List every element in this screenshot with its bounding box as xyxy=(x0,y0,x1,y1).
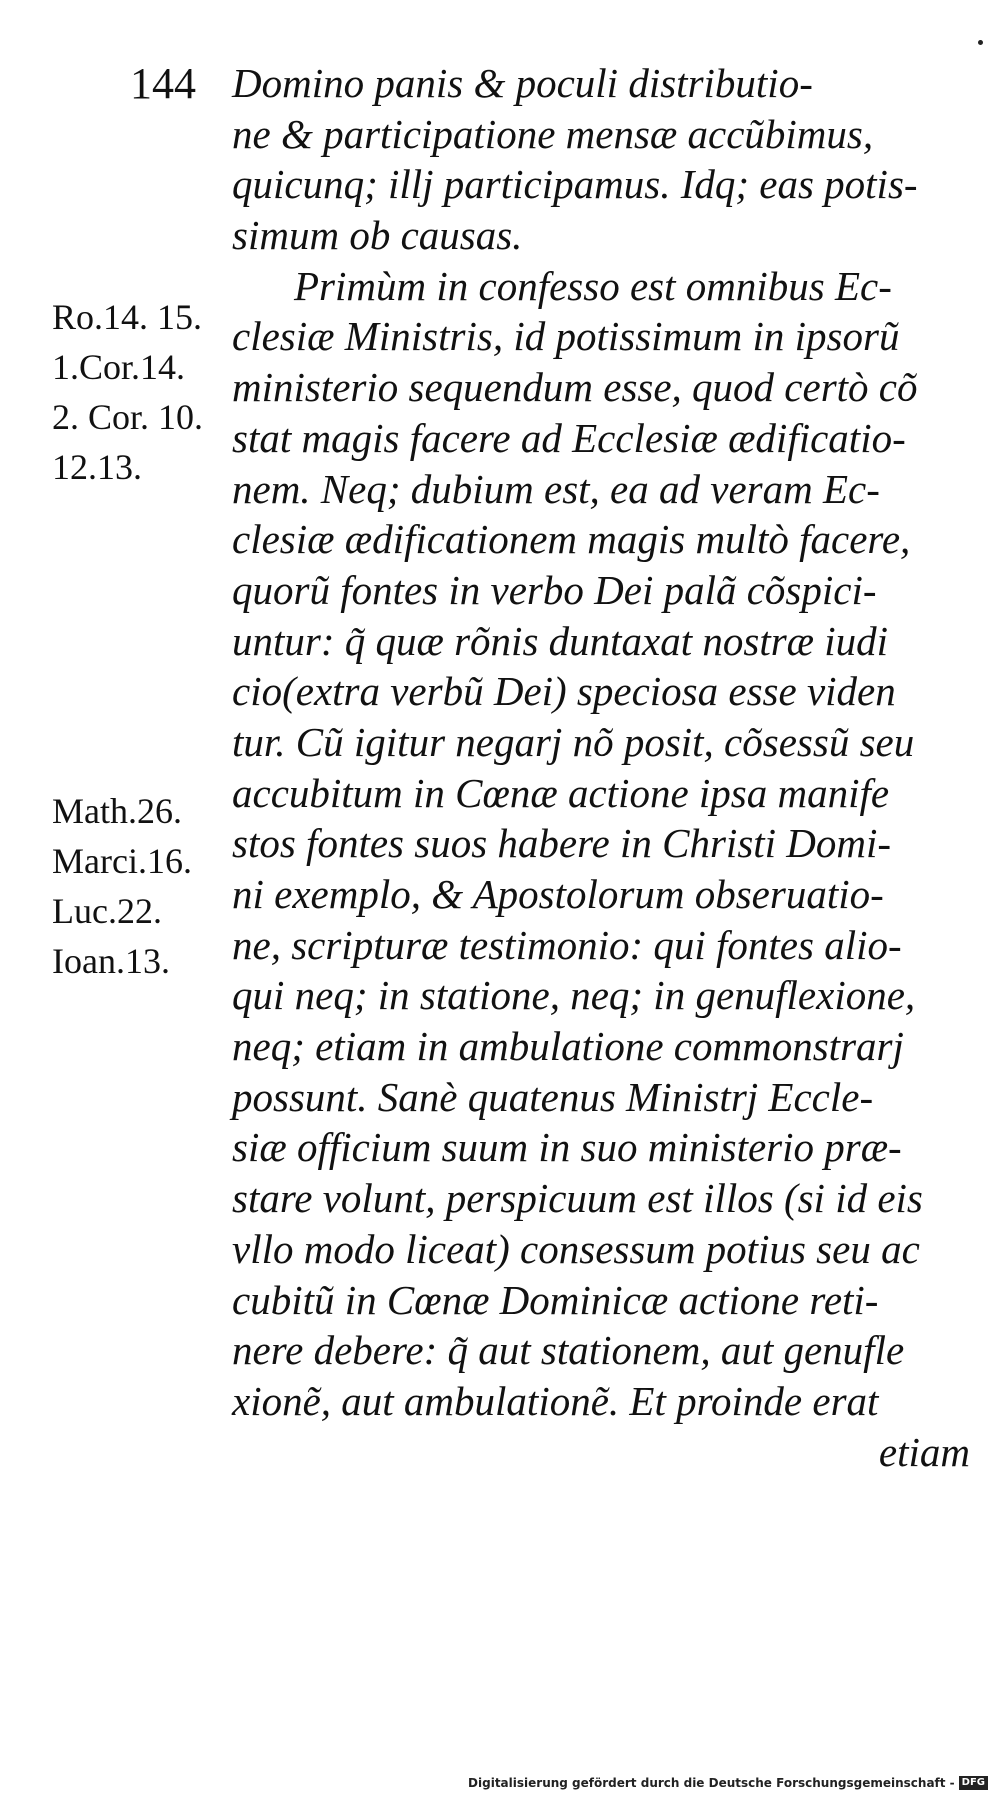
text-line: cubitũ in Cœnæ Dominicæ actione reti- xyxy=(232,1276,879,1323)
text-line: vllo modo liceat) consessum potius seu ac xyxy=(232,1225,920,1272)
margin-references-top xyxy=(52,292,227,492)
text-line: simum ob causas. xyxy=(232,212,523,259)
text-line: xionẽ, aut ambulationẽ. Et proinde erat xyxy=(232,1377,879,1424)
text-line: qui neq; in statione, neq; in genuflexione, xyxy=(232,972,916,1019)
text-line: possunt. Sanè quatenus Ministrj Eccle- xyxy=(232,1073,874,1120)
text-line: tur. Cũ igitur negarj nõ posit, cõsessũ seu xyxy=(232,718,915,765)
text-line: ne & participatione mensæ accũbimus, xyxy=(232,110,874,157)
text-line: quorũ fontes in verbo Dei palã cõspici- xyxy=(232,566,877,613)
margin-references-bottom xyxy=(52,786,227,986)
margin-note: Ro.14. 15. xyxy=(52,297,203,337)
page-number: 144 xyxy=(130,59,196,108)
body-text xyxy=(232,58,970,1477)
credit-text: Digitalisierung gefördert durch die Deutsche Forschungsgemeinschaft - xyxy=(468,1776,955,1790)
text-line: Primùm in confesso est omnibus Ec- xyxy=(294,262,892,309)
text-line: stare volunt, perspicuum est illos (si id eis xyxy=(232,1175,923,1222)
text-line: stos fontes suos habere in Christi Domi- xyxy=(232,820,892,867)
text-line: ni exemplo, & Apostolorum obseruatio- xyxy=(232,871,884,917)
margin-note: 1.Cor.14. xyxy=(52,347,186,387)
margin-note: Marci.16. xyxy=(52,841,192,881)
text-line: untur: q̃ quæ rõnis duntaxat nostræ iudi xyxy=(232,617,889,664)
ink-speck xyxy=(978,40,983,45)
text-line: clesiæ ædificationem magis multò facere, xyxy=(232,516,911,563)
text-line: quicunq; illj participamus. Idq; eas potis- xyxy=(232,161,918,208)
digitization-credit xyxy=(468,1776,988,1790)
dfg-logo-icon: DFG xyxy=(959,1776,988,1790)
text-line: clesiæ Ministris, id potissimum in ipsorũ xyxy=(232,313,900,360)
margin-note: Luc.22. xyxy=(52,891,162,931)
catchword: etiam xyxy=(878,1428,970,1475)
text-line: ministerio sequendum esse, quod certò cõ xyxy=(232,364,918,411)
margin-note: Math.26. xyxy=(52,791,182,831)
text-line: ne, scripturæ testimonio: qui fontes alio- xyxy=(232,921,902,968)
text-line: stat magis facere ad Ecclesiæ ædificatio- xyxy=(232,414,906,461)
margin-note: 2. Cor. 10. xyxy=(52,397,204,437)
margin-note: Ioan.13. xyxy=(52,941,170,981)
text-line: nere debere: q̃ aut stationem, aut genufle xyxy=(232,1327,905,1374)
text-line: accubitum in Cœnæ actione ipsa manife xyxy=(232,769,890,816)
text-line: nem. Neq; dubium est, ea ad veram Ec- xyxy=(232,465,880,512)
text-line: Domino panis & poculi distributio- xyxy=(232,60,813,106)
text-line: siæ officium suum in suo ministerio præ- xyxy=(232,1124,902,1171)
text-line: neq; etiam in ambulatione commonstrarj xyxy=(232,1023,904,1070)
margin-note: 12.13. xyxy=(52,447,142,487)
text-line: cio(extra verbũ Dei) speciosa esse viden xyxy=(232,668,896,715)
